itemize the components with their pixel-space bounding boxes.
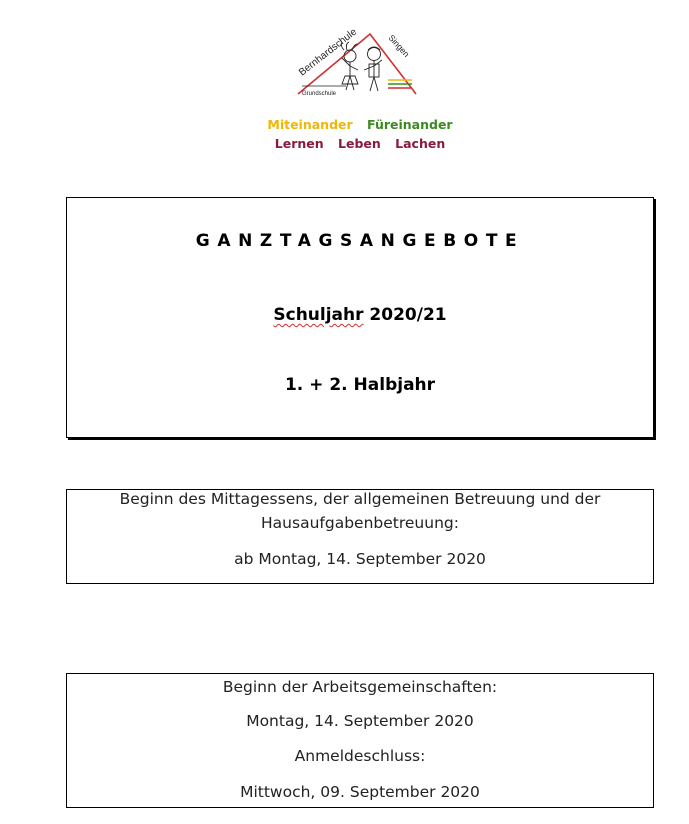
lunch-line-2: Hausaufgabenbetreuung: (261, 514, 459, 532)
ag-start-date: Montag, 14. September 2020 (246, 712, 474, 730)
school-year-value: 2020/21 (363, 305, 447, 325)
ag-deadline-date: Mittwoch, 09. September 2020 (240, 783, 480, 801)
slogan-miteinander: Miteinander (267, 117, 353, 132)
ag-line-1: Beginn der Arbeitsgemeinschaften: (222, 678, 498, 696)
school-year (67, 305, 653, 325)
slogan-lachen: Lachen (395, 136, 446, 151)
children-drawing (341, 42, 382, 91)
ag-info-box (66, 673, 654, 808)
school-logo-graphic (290, 20, 420, 110)
semester: 1. + 2. Halbjahr (284, 375, 436, 395)
logo-town-name: Singen (386, 32, 412, 60)
lunch-line-1: Beginn des Mittagessens, der allgemeinen Betreuung und der (119, 490, 601, 508)
slogan-fureinander: Füreinander (367, 117, 453, 132)
ag-deadline-label: Anmeldeschluss: (294, 747, 426, 765)
lunch-start-date: ab Montag, 14. September 2020 (234, 550, 486, 568)
slogan-leben: Leben (338, 136, 381, 151)
slogan-lernen: Lernen (274, 136, 324, 151)
logo-school-sub: Grundschule (302, 91, 337, 97)
slogan-line-2 (0, 136, 689, 151)
school-year-word: Schuljahr (273, 305, 364, 325)
logo-school-name: Bernhardschule (297, 26, 360, 79)
header-box (66, 197, 654, 438)
school-logo (290, 20, 420, 110)
slogan-line-1 (0, 117, 689, 132)
document-title: GANZTAGSANGEBOTE (195, 231, 525, 251)
lunch-info-box (66, 489, 654, 584)
